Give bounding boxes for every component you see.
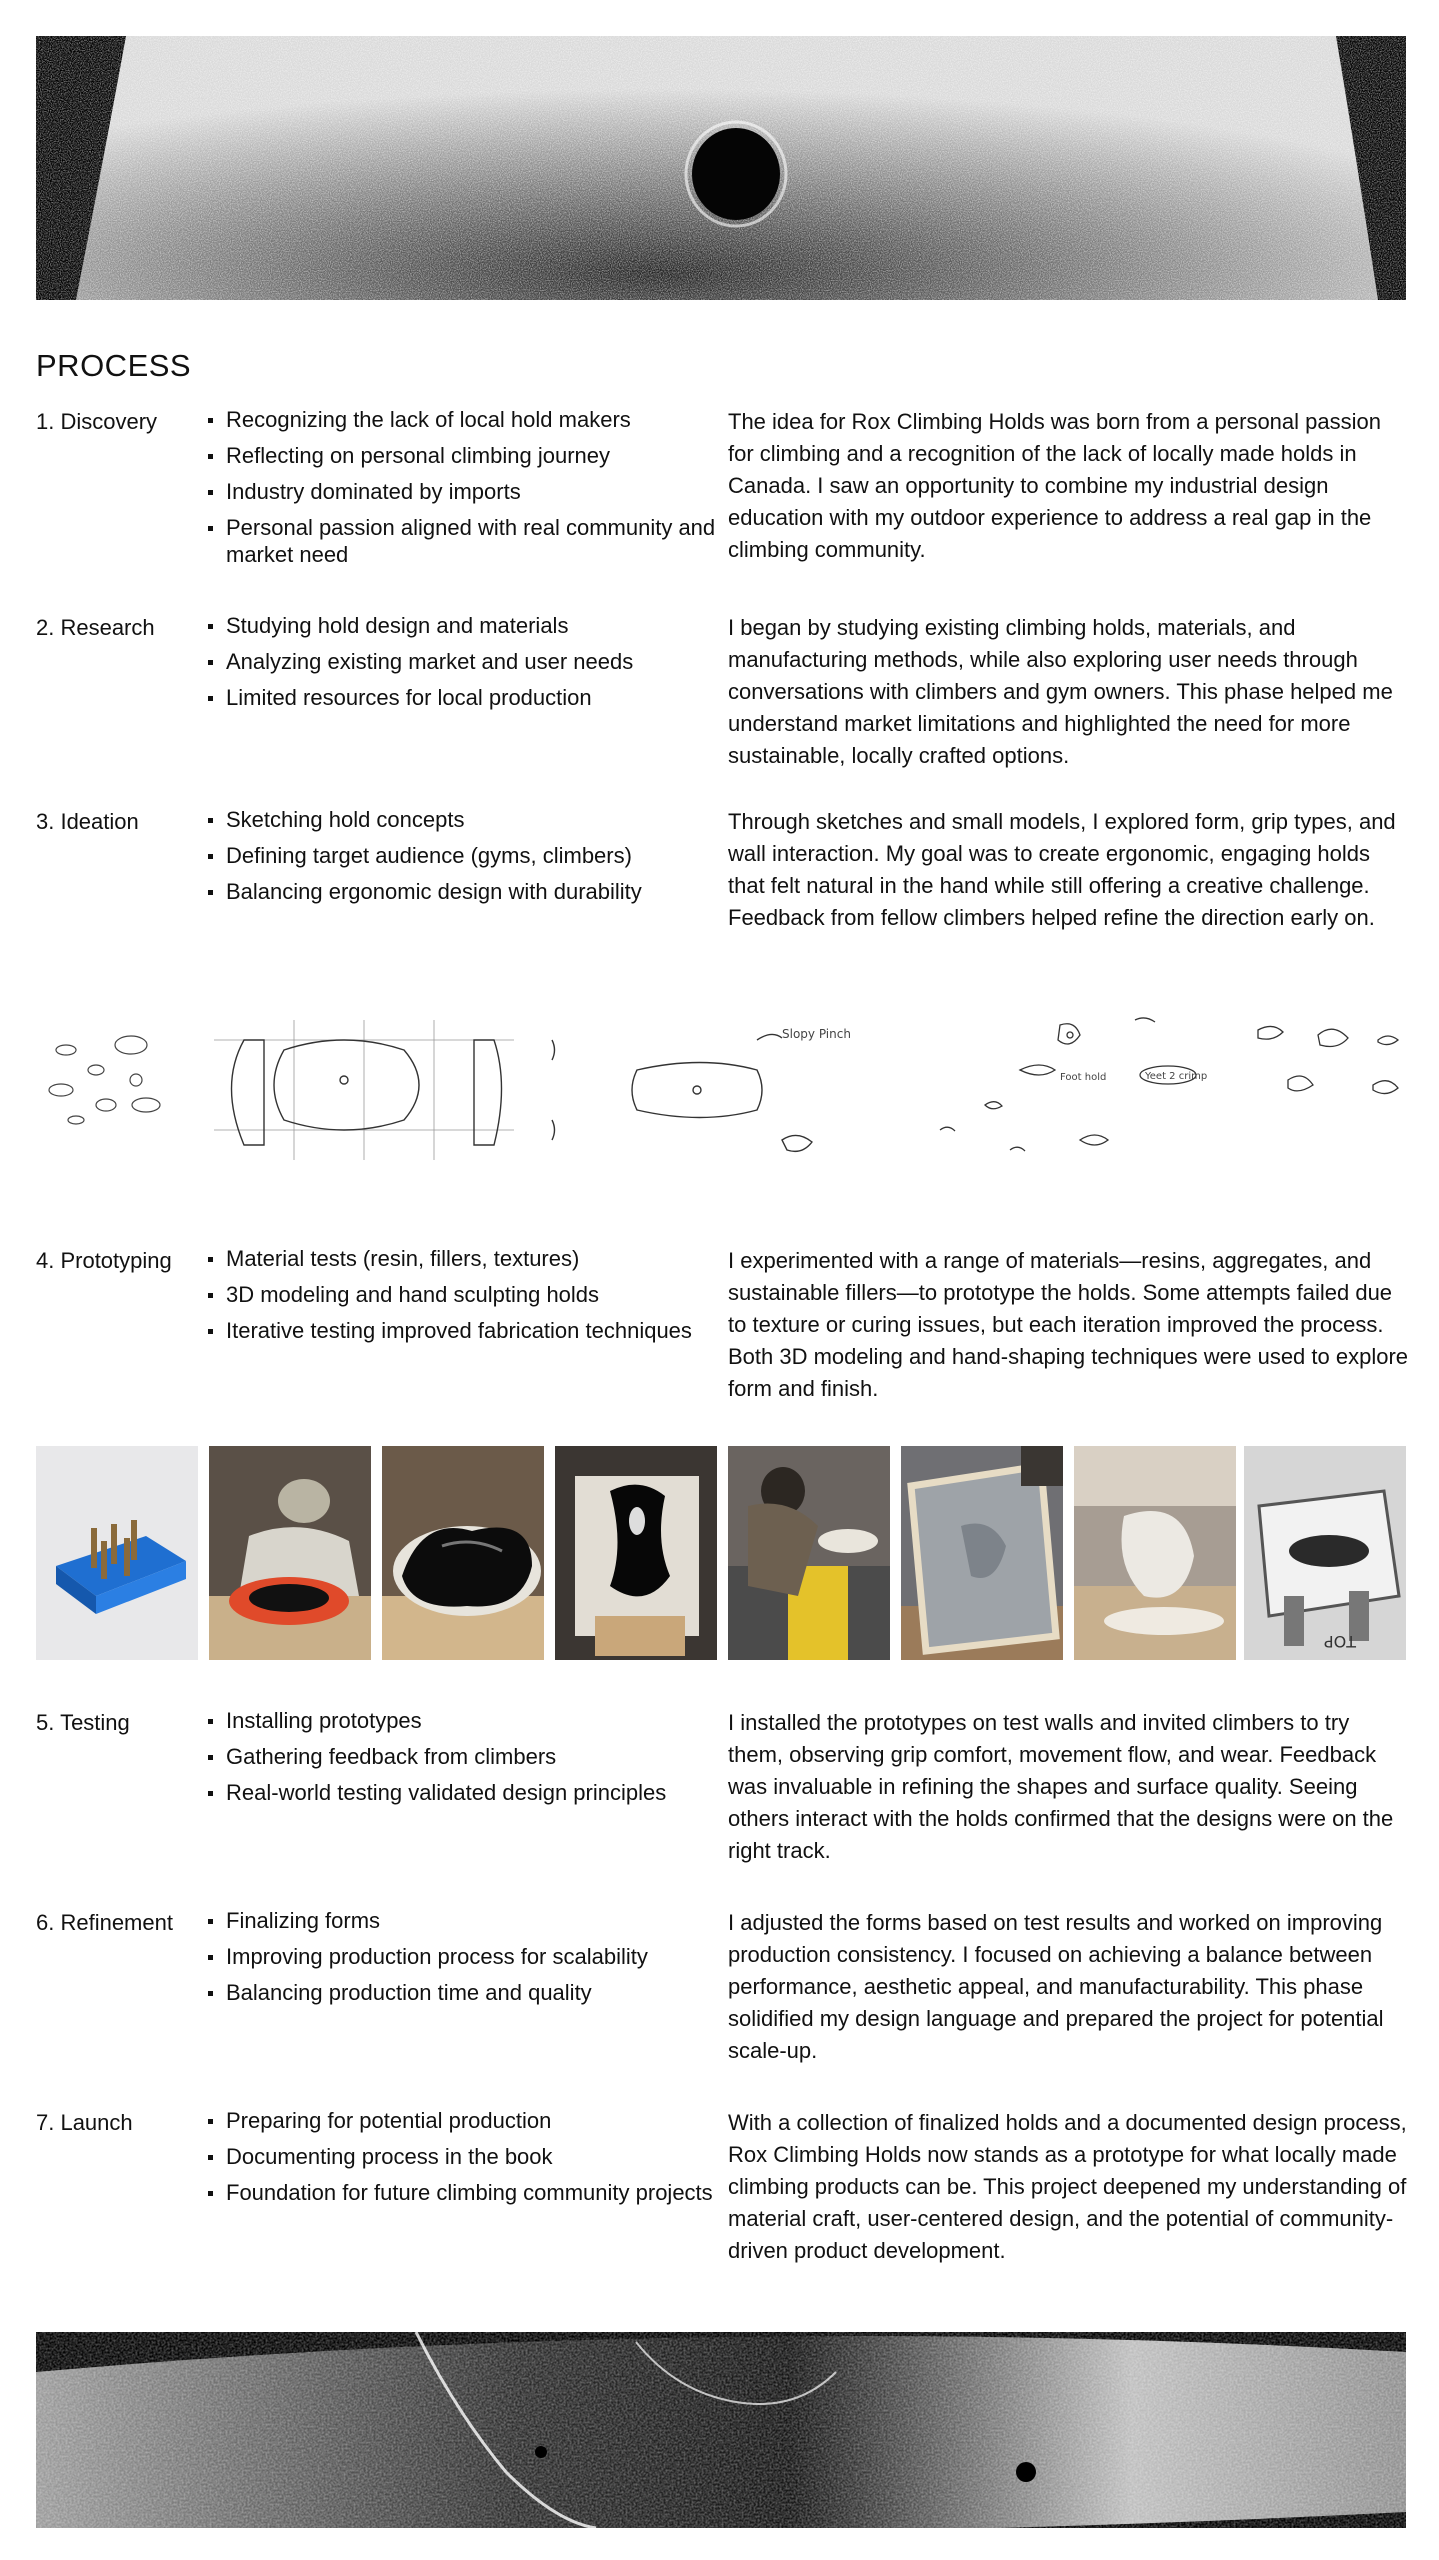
bullet-item: Limited resources for local production [208,684,748,711]
photo-blue-mold [36,1446,198,1660]
bullet-item: Improving production process for scalability [208,1943,748,1970]
bullet-item: Personal passion aligned with real community and market need [208,514,748,568]
photo-sculpting [209,1446,371,1660]
bullet-item: 3D modeling and hand sculpting holds [208,1281,748,1308]
bullet-item: Recognizing the lack of local hold makers [208,406,748,433]
phase-label: 3. Ideation [36,809,139,834]
sketch-image [542,1010,882,1170]
sketch-image [1248,1010,1406,1170]
photo-jig-setup [1244,1446,1406,1660]
phase-bullet-list [208,806,748,914]
phase-bullet-list [208,1707,748,1815]
phase-description: I adjusted the forms based on test results and worked on improving production consistency. I focused on achieving a balance between performance, aesthetic appeal, and manufacturability. This phase solidified my design language and prepared the project for potential scale-up. [728,1910,1384,2063]
bullet-item: Gathering feedback from climbers [208,1743,748,1770]
section-title: PROCESS [36,348,192,383]
sketch-note-foot: Foot hold [1060,1072,1107,1083]
sketch-image [890,1010,1240,1170]
phase-bullet-list [208,1907,748,2015]
bullet-item: Studying hold design and materials [208,612,748,639]
phase-description: Through sketches and small models, I explored form, grip types, and wall interaction. My goal was to create ergonomic, engaging holds that felt natural in the hand while still offering a creative challenge. Feedback from fellow climbers helped refine the direction early on. [728,809,1396,930]
bullet-item: Analyzing existing market and user needs [208,648,748,675]
bullet-item: Material tests (resin, fillers, textures) [208,1245,748,1272]
photo-hand-shaping [1074,1446,1236,1660]
photo-mold-topview [555,1446,717,1660]
sketch-image [36,1010,196,1170]
phase-description: I began by studying existing climbing holds, materials, and manufacturing methods, while also exploring user needs through conversations with climbers and gym owners. This phase helped me understand market limitations and highlighted the need for more sustainable, locally crafted options. [728,615,1393,768]
top-banner-image [36,36,1406,300]
sketch-strip [36,1010,1406,1170]
phase-description: I installed the prototypes on test walls and invited climbers to try them, observing grip comfort, movement flow, and wear. Feedback was invaluable in refining the shapes and surface quality. Seeing others interact with the holds confirmed that the designs were on the right track. [728,1710,1394,1863]
photo-note-stamp: TOP [1323,1632,1356,1651]
phase-label: 7. Launch [36,2110,133,2135]
phase-label: 1. Discovery [36,409,158,434]
bullet-item: Real-world testing validated design principles [208,1779,748,1806]
photo-workshop-worker [728,1446,890,1660]
bullet-item: Iterative testing improved fabrication techniques [208,1317,748,1344]
photo-black-resin-form [382,1446,544,1660]
photo-clear-mold-frame [901,1446,1063,1660]
phase-description: I experimented with a range of materials—resins, aggregates, and sustainable fillers—to prototype the holds. Some attempts failed due to texture or curing issues, but each iteration improved the process. Both 3D modeling and hand-shaping techniques were used to explore form and finish. [728,1248,1409,1401]
photo-strip [36,1446,1406,1660]
phase-label: 6. Refinement [36,1910,173,1935]
bullet-item: Foundation for future climbing community projects [208,2179,748,2206]
phase-description: With a collection of finalized holds and a documented design process, Rox Climbing Holds now stands as a prototype for what locally made climbing products can be. This project deepened my understanding of material craft, user-centered design, and the potential of community-driven product development. [728,2110,1407,2263]
bottom-banner-image [36,2332,1406,2528]
phase-bullet-list [208,406,748,577]
phase-bullet-list [208,1245,748,1353]
phase-label: 5. Testing [36,1710,130,1735]
sketch-note-oval: Yeet 2 crimp [1145,1071,1208,1082]
bullet-item: Preparing for potential production [208,2107,748,2134]
bullet-item: Installing prototypes [208,1707,748,1734]
bullet-item: Balancing ergonomic design with durability [208,878,748,905]
bullet-item: Finalizing forms [208,1907,748,1934]
bullet-item: Balancing production time and quality [208,1979,748,2006]
sketch-image [204,1010,534,1170]
phase-bullet-list [208,2107,748,2215]
bullet-item: Documenting process in the book [208,2143,748,2170]
bullet-item: Reflecting on personal climbing journey [208,442,748,469]
bullet-item: Industry dominated by imports [208,478,748,505]
phase-bullet-list [208,612,748,720]
phase-label: 4. Prototyping [36,1248,172,1273]
bullet-item: Sketching hold concepts [208,806,748,833]
phase-description: The idea for Rox Climbing Holds was born from a personal passion for climbing and a recognition of the lack of locally made holds in Canada. I saw an opportunity to combine my industrial design education with my outdoor experience to address a real gap in the climbing community. [728,409,1381,562]
sketch-note-pinch: Slopy Pinch [782,1027,851,1041]
phase-label: 2. Research [36,615,155,640]
bullet-item: Defining target audience (gyms, climbers) [208,842,748,869]
